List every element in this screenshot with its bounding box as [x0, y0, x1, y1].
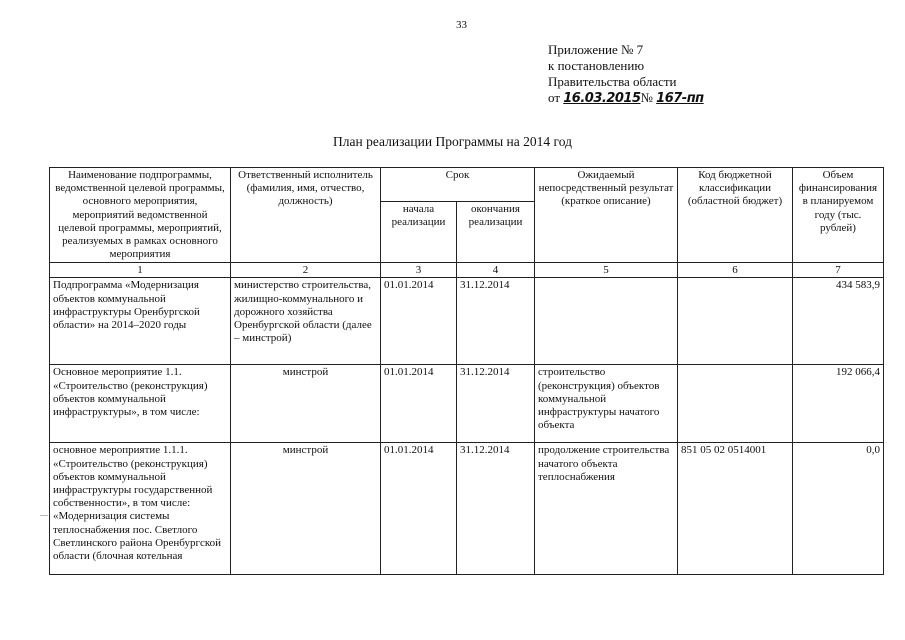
document-title: План реализации Программы на 2014 год: [333, 134, 572, 149]
row-end-date: 31.12.2014: [457, 278, 535, 365]
header-row: [50, 168, 884, 202]
row-end-date: 31.12.2014: [457, 443, 535, 575]
page-number: 33: [456, 19, 467, 31]
row-name: основное мероприятие 1.1.1. «Строительство (реконструкция) объектов коммунальной инфраструктуры государственной собственности», в том числе: «Модернизация системы теплоснабжения пос. Светлого Светлинского района Оренбургской области (блочная котельная: [50, 443, 231, 575]
column-number: 5: [535, 263, 678, 278]
column-number: 6: [678, 263, 793, 278]
header-period: Срок: [381, 168, 535, 202]
column-number: 3: [381, 263, 457, 278]
handwritten-date: 16.03.2015: [563, 91, 641, 106]
column-number: 7: [793, 263, 884, 278]
header-period-start: начала реализации: [381, 201, 457, 263]
row-end-date: 31.12.2014: [457, 365, 535, 443]
appendix-line-2: к постановлению: [548, 58, 645, 73]
header-executor: Ответственный исполнитель (фамилия, имя, отчество, должность): [231, 168, 381, 263]
header-amount: Объем финансирования в планируемом году (тыс. рублей): [793, 168, 884, 263]
row-start-date: 01.01.2014: [381, 278, 457, 365]
table-row: [50, 443, 884, 575]
header-result: Ожидаемый непосредственный результат (краткое описание): [535, 168, 678, 263]
from-label: от: [548, 90, 561, 105]
row-budget-code: [678, 278, 793, 365]
column-number: 1: [50, 263, 231, 278]
appendix-date-line: [548, 90, 704, 107]
handwritten-number: 167-пп: [656, 91, 704, 106]
column-number: 2: [231, 263, 381, 278]
column-number-row: [50, 263, 884, 278]
row-amount: 192 066,4: [793, 365, 884, 443]
table-row: [50, 278, 884, 365]
number-label: №: [640, 90, 653, 105]
row-budget-code: 851 05 02 0514001: [678, 443, 793, 575]
row-executor: минстрой: [231, 365, 381, 443]
plan-table: [49, 167, 884, 575]
header-budget-code: Код бюджетной классификации (областной бюджет): [678, 168, 793, 263]
appendix-line-1: Приложение № 7: [548, 42, 644, 57]
row-executor: минстрой: [231, 443, 381, 575]
scan-margin-mark: [40, 515, 48, 516]
row-name: Подпрограмма «Модернизация объектов коммунальной инфраструктуры Оренбургской области» на 2014–2020 годы: [50, 278, 231, 365]
row-result: продолжение строительства начатого объекта теплоснабжения: [535, 443, 678, 575]
row-result: строительство (реконструкция) объектов коммунальной инфраструктуры начатого объекта: [535, 365, 678, 443]
header-name: Наименование подпрограммы, ведомственной целевой программы, основного мероприятия, мероприятий ведомственной целевой программы, мероприятий, реализуемых в рамках основного мероприятия: [50, 168, 231, 263]
column-number: 4: [457, 263, 535, 278]
appendix-block: [548, 42, 704, 107]
row-amount: 0,0: [793, 443, 884, 575]
row-executor: министерство строительства, жилищно-коммунального и дорожного хозяйства Оренбургской области (далее – минстрой): [231, 278, 381, 365]
row-start-date: 01.01.2014: [381, 443, 457, 575]
table-row: [50, 365, 884, 443]
row-name: Основное мероприятие 1.1. «Строительство (реконструкция) объектов коммунальной инфраструктуры», в том числе:: [50, 365, 231, 443]
row-amount: 434 583,9: [793, 278, 884, 365]
row-start-date: 01.01.2014: [381, 365, 457, 443]
appendix-line-3: Правительства области: [548, 74, 677, 89]
header-period-end: окончания реализации: [457, 201, 535, 263]
row-result: [535, 278, 678, 365]
row-budget-code: [678, 365, 793, 443]
